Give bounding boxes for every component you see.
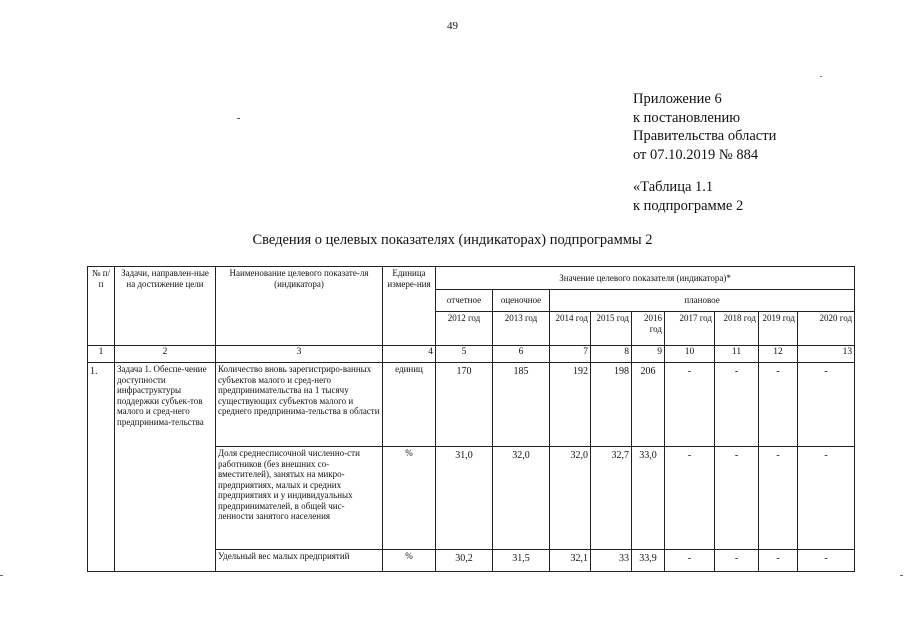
header-year: 2020 год [798, 312, 855, 346]
appendix-line: от 07.10.2019 № 884 [633, 146, 759, 163]
task-text: Задача 1. Обеспе-чение доступности инфраструктуры поддержки субъек-тов малого и сред-него предпринима-тельства [115, 363, 216, 572]
page-number: 49 [447, 20, 458, 32]
appendix-block [633, 90, 776, 164]
header-estimated: оценочное [493, 290, 550, 312]
value-cell: 31,0 [436, 447, 493, 550]
column-number: 5 [436, 346, 493, 363]
header-unit: Единица измере-ния [383, 267, 436, 346]
value-cell: - [715, 550, 759, 572]
header-year: 2013 год [493, 312, 550, 346]
value-cell: 185 [493, 363, 550, 447]
value-cell: - [759, 550, 798, 572]
scan-edge-mark [900, 575, 903, 576]
value-cell: 33,9 [632, 550, 665, 572]
value-cell: - [798, 550, 855, 572]
column-number: 11 [715, 346, 759, 363]
value-cell: 33 [591, 550, 632, 572]
table-row [88, 363, 855, 447]
scan-edge-mark [0, 575, 3, 576]
column-number: 7 [550, 346, 591, 363]
column-number: 3 [216, 346, 383, 363]
indicator-name: Удельный вес малых предприятий [216, 550, 383, 572]
value-cell: 32,0 [493, 447, 550, 550]
column-number: 1 [88, 346, 115, 363]
value-cell: 31,5 [493, 550, 550, 572]
indicator-unit: % [383, 447, 436, 550]
header-value: Значение целевого показателя (индикатора)* [436, 267, 855, 290]
header-year: 2018 год [715, 312, 759, 346]
appendix-line: к постановлению [633, 109, 741, 126]
indicators-table [87, 266, 855, 572]
column-number: 6 [493, 346, 550, 363]
value-cell: 32,0 [550, 447, 591, 550]
document-title: Сведения о целевых показателях (индикаторах) подпрограммы 2 [252, 232, 653, 248]
indicator-name: Количество вновь зарегистриро-ванных субъектов малого и сред-него предпринимательства на 1 тысячу существующих субъектов малого и среднего предпринима-тельства в области [216, 363, 383, 447]
indicator-name: Доля среднесписочной численно-сти работников (без внешних со-вместителей), занятых на микро-предприятиях, малых и средних предприятиях и у индивидуальных предпринимателей, в общей чис-ленности занятого населения [216, 447, 383, 550]
header-year: 2016 год [632, 312, 665, 346]
value-cell: 206 [632, 363, 665, 447]
table-reference [633, 178, 743, 216]
value-cell: 33,0 [632, 447, 665, 550]
column-number: 13 [798, 346, 855, 363]
value-cell: 32,7 [591, 447, 632, 550]
value-cell: - [665, 363, 715, 447]
header-year: 2017 год [665, 312, 715, 346]
column-number: 2 [115, 346, 216, 363]
indicator-unit: единиц [383, 363, 436, 447]
column-number: 8 [591, 346, 632, 363]
header-year: 2012 год [436, 312, 493, 346]
scan-speck [237, 118, 240, 119]
value-cell: - [665, 447, 715, 550]
scan-speck [820, 76, 822, 77]
table-ref-line: к подпрограмме 2 [633, 198, 744, 214]
value-cell: - [798, 363, 855, 447]
header-task: Задачи, направлен-ные на достижение цели [115, 267, 216, 346]
header-reported: отчетное [436, 290, 493, 312]
value-cell: 170 [436, 363, 493, 447]
value-cell: 192 [550, 363, 591, 447]
value-cell: - [798, 447, 855, 550]
header-planned: плановое [550, 290, 855, 312]
column-number-row [88, 346, 855, 363]
header-no: № п/п [88, 267, 115, 346]
column-number: 12 [759, 346, 798, 363]
value-cell: - [715, 447, 759, 550]
header-row [88, 267, 855, 290]
value-cell: - [665, 550, 715, 572]
appendix-line: Правительства области [633, 128, 777, 144]
value-cell: - [759, 363, 798, 447]
table-ref-line: «Таблица 1.1 [633, 179, 714, 195]
column-number: 9 [632, 346, 665, 363]
value-cell: - [715, 363, 759, 447]
task-number: 1. [88, 363, 115, 572]
value-cell: - [759, 447, 798, 550]
column-number: 10 [665, 346, 715, 363]
indicator-unit: % [383, 550, 436, 572]
value-cell: 30,2 [436, 550, 493, 572]
header-year: 2014 год [550, 312, 591, 346]
header-year: 2015 год [591, 312, 632, 346]
header-year: 2019 год [759, 312, 798, 346]
value-cell: 32,1 [550, 550, 591, 572]
value-cell: 198 [591, 363, 632, 447]
appendix-line: Приложение 6 [633, 91, 722, 107]
column-number: 4 [383, 346, 436, 363]
header-indicator: Наименование целевого показате-ля (индикатора) [216, 267, 383, 346]
